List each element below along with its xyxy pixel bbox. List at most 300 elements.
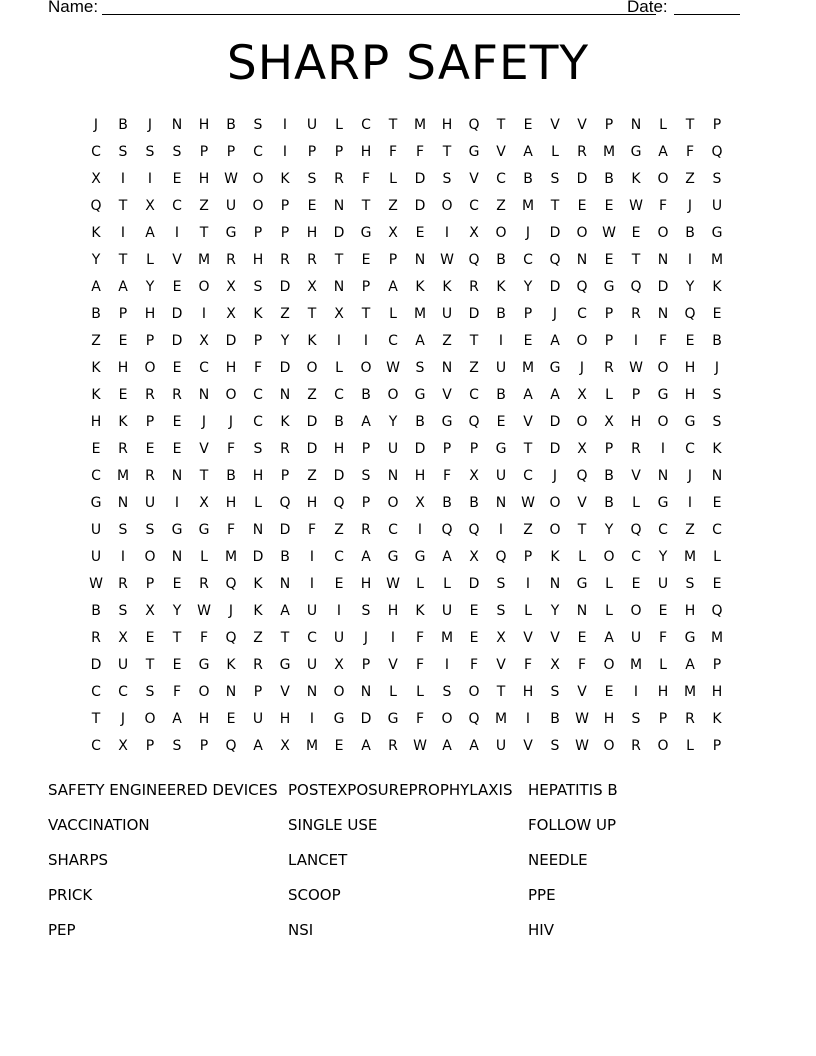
grid-letter[interactable]: I xyxy=(282,144,288,160)
grid-letter[interactable]: H xyxy=(711,684,723,700)
grid-letter[interactable]: N xyxy=(279,576,291,592)
grid-letter[interactable]: P xyxy=(145,414,155,430)
grid-letter[interactable]: R xyxy=(631,441,641,457)
grid-letter[interactable]: O xyxy=(657,225,669,241)
grid-letter[interactable]: W xyxy=(629,360,643,376)
grid-letter[interactable]: X xyxy=(226,279,236,295)
grid-letter[interactable]: C xyxy=(496,171,506,187)
grid-letter[interactable]: F xyxy=(577,657,587,673)
grid-letter[interactable]: G xyxy=(495,441,507,457)
grid-letter[interactable]: C xyxy=(523,252,533,268)
grid-letter[interactable]: K xyxy=(253,576,263,592)
grid-letter[interactable]: L xyxy=(659,657,667,673)
grid-letter[interactable]: U xyxy=(495,468,507,484)
grid-letter[interactable]: P xyxy=(307,144,317,160)
grid-letter[interactable]: C xyxy=(91,144,101,160)
grid-letter[interactable]: Z xyxy=(388,198,398,214)
grid-letter[interactable]: O xyxy=(549,522,561,538)
grid-letter[interactable]: L xyxy=(551,144,559,160)
grid-letter[interactable]: X xyxy=(550,657,560,673)
grid-letter[interactable]: F xyxy=(469,657,479,673)
grid-letter[interactable]: G xyxy=(360,225,372,241)
grid-letter[interactable]: O xyxy=(225,387,237,403)
grid-letter[interactable]: A xyxy=(523,144,533,160)
grid-letter[interactable]: D xyxy=(333,225,345,241)
grid-letter[interactable]: I xyxy=(390,630,396,646)
grid-letter[interactable]: Y xyxy=(658,549,668,565)
grid-letter[interactable]: Q xyxy=(279,495,291,511)
grid-letter[interactable]: Z xyxy=(496,198,506,214)
grid-letter[interactable]: U xyxy=(630,630,642,646)
grid-letter[interactable]: U xyxy=(90,522,102,538)
grid-letter[interactable]: K xyxy=(91,360,101,376)
grid-letter[interactable]: W xyxy=(440,252,454,268)
grid-letter[interactable]: D xyxy=(549,441,561,457)
grid-letter[interactable]: Q xyxy=(333,495,345,511)
grid-letter[interactable]: T xyxy=(118,252,128,268)
grid-letter[interactable]: J xyxy=(363,630,369,646)
grid-letter[interactable]: I xyxy=(120,171,126,187)
grid-letter[interactable]: Q xyxy=(549,252,561,268)
grid-letter[interactable]: P xyxy=(604,333,614,349)
grid-letter[interactable]: N xyxy=(495,495,507,511)
grid-letter[interactable]: N xyxy=(441,360,453,376)
grid-letter[interactable]: Z xyxy=(685,522,695,538)
grid-letter[interactable]: O xyxy=(387,495,399,511)
grid-letter[interactable]: X xyxy=(199,333,209,349)
grid-letter[interactable]: H xyxy=(90,414,102,430)
grid-letter[interactable]: C xyxy=(712,522,722,538)
name-blank-line[interactable] xyxy=(102,14,656,15)
grid-letter[interactable]: Y xyxy=(550,603,560,619)
grid-letter[interactable]: E xyxy=(712,495,722,511)
grid-letter[interactable]: G xyxy=(549,360,561,376)
grid-letter[interactable]: T xyxy=(334,252,344,268)
grid-letter[interactable]: D xyxy=(468,306,480,322)
grid-letter[interactable]: Q xyxy=(576,468,588,484)
grid-letter[interactable]: I xyxy=(120,225,126,241)
grid-letter[interactable]: X xyxy=(226,306,236,322)
grid-letter[interactable]: V xyxy=(388,657,398,673)
grid-letter[interactable]: H xyxy=(198,711,210,727)
grid-letter[interactable]: M xyxy=(494,711,508,727)
grid-letter[interactable]: X xyxy=(91,171,101,187)
grid-letter[interactable]: X xyxy=(145,198,155,214)
grid-letter[interactable]: X xyxy=(469,468,479,484)
grid-letter[interactable]: F xyxy=(442,468,452,484)
grid-letter[interactable]: U xyxy=(441,306,453,322)
grid-letter[interactable]: E xyxy=(604,684,614,700)
grid-letter[interactable]: M xyxy=(197,252,211,268)
grid-letter[interactable]: S xyxy=(253,279,263,295)
grid-letter[interactable]: H xyxy=(360,576,372,592)
grid-letter[interactable]: C xyxy=(118,684,128,700)
grid-letter[interactable]: A xyxy=(361,738,371,754)
grid-letter[interactable]: J xyxy=(687,198,693,214)
grid-letter[interactable]: Z xyxy=(685,171,695,187)
grid-letter[interactable]: E xyxy=(469,603,479,619)
grid-letter[interactable]: R xyxy=(469,279,479,295)
grid-letter[interactable]: I xyxy=(417,522,423,538)
grid-letter[interactable]: I xyxy=(498,333,504,349)
grid-letter[interactable]: C xyxy=(172,198,182,214)
grid-letter[interactable]: P xyxy=(523,306,533,322)
grid-letter[interactable]: B xyxy=(550,711,560,727)
grid-letter[interactable]: Q xyxy=(495,549,507,565)
grid-letter[interactable]: A xyxy=(550,387,560,403)
grid-letter[interactable]: D xyxy=(549,225,561,241)
grid-letter[interactable]: J xyxy=(552,468,558,484)
grid-letter[interactable]: E xyxy=(172,441,182,457)
grid-letter[interactable]: E xyxy=(577,630,587,646)
grid-letter[interactable]: Z xyxy=(253,630,263,646)
grid-letter[interactable]: K xyxy=(226,657,236,673)
grid-letter[interactable]: Z xyxy=(334,522,344,538)
grid-letter[interactable]: I xyxy=(147,171,153,187)
grid-letter[interactable]: N xyxy=(333,198,345,214)
grid-letter[interactable]: T xyxy=(280,630,290,646)
grid-letter[interactable]: G xyxy=(684,414,696,430)
grid-letter[interactable]: I xyxy=(444,657,450,673)
grid-letter[interactable]: A xyxy=(550,333,560,349)
grid-letter[interactable]: A xyxy=(523,387,533,403)
grid-letter[interactable]: A xyxy=(442,738,452,754)
grid-letter[interactable]: F xyxy=(415,711,425,727)
grid-letter[interactable]: C xyxy=(307,630,317,646)
grid-letter[interactable]: N xyxy=(711,468,723,484)
grid-letter[interactable]: O xyxy=(495,225,507,241)
grid-letter[interactable]: K xyxy=(307,333,317,349)
grid-letter[interactable]: S xyxy=(118,603,128,619)
grid-letter[interactable]: V xyxy=(631,468,641,484)
grid-letter[interactable]: A xyxy=(361,549,371,565)
grid-letter[interactable]: M xyxy=(602,144,616,160)
grid-letter[interactable]: H xyxy=(117,360,129,376)
grid-letter[interactable]: H xyxy=(657,684,669,700)
grid-letter[interactable]: I xyxy=(120,549,126,565)
grid-letter[interactable]: E xyxy=(523,117,533,133)
grid-letter[interactable]: L xyxy=(416,576,424,592)
grid-letter[interactable]: K xyxy=(280,414,290,430)
grid-letter[interactable]: E xyxy=(145,630,155,646)
grid-letter[interactable]: R xyxy=(685,711,695,727)
grid-letter[interactable]: K xyxy=(496,279,506,295)
grid-letter[interactable]: I xyxy=(174,495,180,511)
grid-letter[interactable]: P xyxy=(604,441,614,457)
grid-letter[interactable]: V xyxy=(496,144,506,160)
grid-letter[interactable]: V xyxy=(550,117,560,133)
grid-letter[interactable]: E xyxy=(631,225,641,241)
grid-letter[interactable]: L xyxy=(146,252,154,268)
grid-letter[interactable]: U xyxy=(657,576,669,592)
grid-letter[interactable]: D xyxy=(279,522,291,538)
grid-letter[interactable]: R xyxy=(172,387,182,403)
grid-letter[interactable]: K xyxy=(91,387,101,403)
grid-letter[interactable]: S xyxy=(118,144,128,160)
grid-letter[interactable]: T xyxy=(496,684,506,700)
grid-letter[interactable]: B xyxy=(685,225,695,241)
grid-letter[interactable]: J xyxy=(120,711,126,727)
grid-letter[interactable]: G xyxy=(657,495,669,511)
grid-letter[interactable]: H xyxy=(387,603,399,619)
grid-letter[interactable]: K xyxy=(91,225,101,241)
grid-letter[interactable]: S xyxy=(145,144,155,160)
grid-letter[interactable]: E xyxy=(172,171,182,187)
grid-letter[interactable]: G xyxy=(441,414,453,430)
grid-letter[interactable]: H xyxy=(225,495,237,511)
grid-letter[interactable]: M xyxy=(710,252,724,268)
grid-letter[interactable]: U xyxy=(306,117,318,133)
grid-letter[interactable]: V xyxy=(442,387,452,403)
grid-letter[interactable]: F xyxy=(172,684,182,700)
grid-letter[interactable]: N xyxy=(387,468,399,484)
grid-letter[interactable]: D xyxy=(414,441,426,457)
grid-letter[interactable]: V xyxy=(172,252,182,268)
grid-letter[interactable]: Y xyxy=(280,333,290,349)
grid-letter[interactable]: C xyxy=(334,549,344,565)
grid-letter[interactable]: S xyxy=(496,576,506,592)
grid-letter[interactable]: A xyxy=(685,657,695,673)
grid-letter[interactable]: T xyxy=(307,306,317,322)
grid-letter[interactable]: A xyxy=(172,711,182,727)
grid-letter[interactable]: C xyxy=(577,306,587,322)
grid-letter[interactable]: R xyxy=(118,576,128,592)
grid-letter[interactable]: K xyxy=(712,711,722,727)
grid-letter[interactable]: C xyxy=(685,441,695,457)
grid-letter[interactable]: E xyxy=(496,414,506,430)
grid-letter[interactable]: L xyxy=(254,495,262,511)
grid-letter[interactable]: I xyxy=(633,333,639,349)
grid-letter[interactable]: H xyxy=(198,171,210,187)
grid-letter[interactable]: N xyxy=(657,306,669,322)
grid-letter[interactable]: L xyxy=(335,117,343,133)
grid-letter[interactable]: H xyxy=(414,468,426,484)
grid-letter[interactable]: O xyxy=(603,657,615,673)
grid-letter[interactable]: J xyxy=(147,117,153,133)
grid-letter[interactable]: O xyxy=(252,171,264,187)
grid-letter[interactable]: E xyxy=(712,306,722,322)
grid-letter[interactable]: P xyxy=(658,711,668,727)
grid-letter[interactable]: G xyxy=(414,387,426,403)
grid-letter[interactable]: N xyxy=(657,468,669,484)
grid-letter[interactable]: H xyxy=(441,117,453,133)
grid-letter[interactable]: X xyxy=(469,549,479,565)
grid-letter[interactable]: E xyxy=(172,657,182,673)
grid-letter[interactable]: G xyxy=(603,279,615,295)
grid-letter[interactable]: O xyxy=(603,738,615,754)
grid-letter[interactable]: C xyxy=(253,387,263,403)
grid-letter[interactable]: C xyxy=(631,549,641,565)
grid-letter[interactable]: C xyxy=(91,738,101,754)
grid-letter[interactable]: M xyxy=(116,468,130,484)
grid-letter[interactable]: Z xyxy=(280,306,290,322)
grid-letter[interactable]: J xyxy=(228,414,234,430)
grid-letter[interactable]: X xyxy=(388,225,398,241)
grid-letter[interactable]: L xyxy=(713,549,721,565)
grid-letter[interactable]: R xyxy=(631,738,641,754)
grid-letter[interactable]: G xyxy=(576,576,588,592)
grid-letter[interactable]: X xyxy=(145,603,155,619)
grid-letter[interactable]: A xyxy=(118,279,128,295)
grid-letter[interactable]: G xyxy=(225,225,237,241)
grid-letter[interactable]: I xyxy=(309,576,315,592)
grid-letter[interactable]: P xyxy=(280,225,290,241)
grid-letter[interactable]: R xyxy=(253,657,263,673)
grid-letter[interactable]: J xyxy=(552,306,558,322)
grid-letter[interactable]: S xyxy=(145,684,155,700)
grid-letter[interactable]: R xyxy=(226,252,236,268)
grid-letter[interactable]: B xyxy=(496,252,506,268)
grid-letter[interactable]: U xyxy=(387,441,399,457)
grid-letter[interactable]: S xyxy=(361,468,371,484)
grid-letter[interactable]: X xyxy=(577,387,587,403)
grid-letter[interactable]: N xyxy=(576,603,588,619)
grid-letter[interactable]: X xyxy=(604,414,614,430)
grid-letter[interactable]: F xyxy=(658,198,668,214)
grid-letter[interactable]: W xyxy=(413,738,427,754)
grid-letter[interactable]: F xyxy=(658,630,668,646)
grid-letter[interactable]: L xyxy=(443,576,451,592)
grid-letter[interactable]: J xyxy=(93,117,99,133)
grid-letter[interactable]: I xyxy=(282,117,288,133)
grid-letter[interactable]: P xyxy=(280,198,290,214)
grid-letter[interactable]: R xyxy=(280,252,290,268)
grid-letter[interactable]: E xyxy=(361,252,371,268)
grid-letter[interactable]: G xyxy=(630,144,642,160)
grid-letter[interactable]: O xyxy=(387,387,399,403)
grid-letter[interactable]: R xyxy=(280,441,290,457)
grid-letter[interactable]: W xyxy=(602,225,616,241)
grid-letter[interactable]: R xyxy=(91,630,101,646)
grid-letter[interactable]: E xyxy=(631,576,641,592)
grid-letter[interactable]: S xyxy=(550,738,560,754)
grid-letter[interactable]: T xyxy=(361,306,371,322)
grid-letter[interactable]: H xyxy=(684,360,696,376)
grid-letter[interactable]: L xyxy=(416,684,424,700)
grid-letter[interactable]: Q xyxy=(468,117,480,133)
grid-letter[interactable]: P xyxy=(361,441,371,457)
grid-letter[interactable]: O xyxy=(603,549,615,565)
grid-letter[interactable]: A xyxy=(145,225,155,241)
grid-letter[interactable]: H xyxy=(333,441,345,457)
grid-letter[interactable]: O xyxy=(657,360,669,376)
grid-letter[interactable]: G xyxy=(684,630,696,646)
grid-letter[interactable]: X xyxy=(334,657,344,673)
grid-letter[interactable]: Z xyxy=(91,333,101,349)
grid-letter[interactable]: T xyxy=(496,117,506,133)
grid-letter[interactable]: Q xyxy=(630,522,642,538)
grid-letter[interactable]: H xyxy=(198,117,210,133)
grid-letter[interactable]: E xyxy=(334,576,344,592)
grid-letter[interactable]: S xyxy=(172,738,182,754)
grid-letter[interactable]: P xyxy=(712,117,722,133)
grid-letter[interactable]: B xyxy=(226,468,236,484)
grid-letter[interactable]: D xyxy=(414,171,426,187)
grid-letter[interactable]: F xyxy=(415,144,425,160)
grid-letter[interactable]: R xyxy=(577,144,587,160)
grid-letter[interactable]: N xyxy=(630,117,642,133)
grid-letter[interactable]: X xyxy=(577,441,587,457)
grid-letter[interactable]: E xyxy=(604,252,614,268)
grid-letter[interactable]: K xyxy=(280,171,290,187)
grid-letter[interactable]: W xyxy=(521,495,535,511)
grid-letter[interactable]: G xyxy=(279,657,291,673)
grid-letter[interactable]: P xyxy=(523,549,533,565)
grid-letter[interactable]: L xyxy=(389,684,397,700)
grid-letter[interactable]: S xyxy=(172,144,182,160)
grid-letter[interactable]: I xyxy=(336,333,342,349)
grid-letter[interactable]: N xyxy=(657,252,669,268)
grid-letter[interactable]: Q xyxy=(630,279,642,295)
grid-letter[interactable]: D xyxy=(225,333,237,349)
grid-letter[interactable]: Q xyxy=(225,630,237,646)
grid-letter[interactable]: E xyxy=(577,198,587,214)
grid-letter[interactable]: O xyxy=(441,711,453,727)
grid-letter[interactable]: M xyxy=(683,684,697,700)
grid-letter[interactable]: P xyxy=(145,738,155,754)
grid-letter[interactable]: U xyxy=(252,711,264,727)
grid-letter[interactable]: K xyxy=(550,549,560,565)
grid-letter[interactable]: T xyxy=(442,144,452,160)
grid-letter[interactable]: P xyxy=(442,441,452,457)
grid-letter[interactable]: P xyxy=(361,495,371,511)
grid-letter[interactable]: S xyxy=(712,171,722,187)
grid-letter[interactable]: M xyxy=(629,657,643,673)
grid-letter[interactable]: B xyxy=(523,171,533,187)
grid-letter[interactable]: U xyxy=(117,657,129,673)
grid-letter[interactable]: B xyxy=(280,549,290,565)
grid-letter[interactable]: C xyxy=(91,684,101,700)
grid-letter[interactable]: B xyxy=(712,333,722,349)
grid-letter[interactable]: I xyxy=(633,684,639,700)
grid-letter[interactable]: B xyxy=(91,603,101,619)
grid-letter[interactable]: B xyxy=(604,171,614,187)
grid-letter[interactable]: A xyxy=(91,279,101,295)
grid-letter[interactable]: X xyxy=(307,279,317,295)
grid-letter[interactable]: F xyxy=(388,144,398,160)
grid-letter[interactable]: O xyxy=(576,333,588,349)
grid-letter[interactable]: K xyxy=(415,279,425,295)
grid-letter[interactable]: L xyxy=(632,495,640,511)
grid-letter[interactable]: U xyxy=(495,738,507,754)
grid-letter[interactable]: H xyxy=(360,144,372,160)
grid-letter[interactable]: X xyxy=(334,306,344,322)
grid-letter[interactable]: N xyxy=(198,387,210,403)
grid-letter[interactable]: V xyxy=(523,738,533,754)
grid-letter[interactable]: N xyxy=(117,495,129,511)
grid-letter[interactable]: P xyxy=(361,657,371,673)
grid-letter[interactable]: A xyxy=(442,549,452,565)
grid-letter[interactable]: G xyxy=(387,711,399,727)
grid-letter[interactable]: J xyxy=(687,468,693,484)
grid-letter[interactable]: G xyxy=(90,495,102,511)
grid-letter[interactable]: W xyxy=(575,711,589,727)
grid-letter[interactable]: M xyxy=(521,360,535,376)
grid-letter[interactable]: R xyxy=(145,468,155,484)
grid-letter[interactable]: Y xyxy=(604,522,614,538)
grid-letter[interactable]: E xyxy=(415,225,425,241)
grid-letter[interactable]: K xyxy=(631,171,641,187)
grid-letter[interactable]: W xyxy=(386,576,400,592)
grid-letter[interactable]: R xyxy=(388,738,398,754)
grid-letter[interactable]: O xyxy=(144,711,156,727)
grid-letter[interactable]: P xyxy=(604,117,614,133)
grid-letter[interactable]: E xyxy=(91,441,101,457)
grid-letter[interactable]: E xyxy=(334,738,344,754)
grid-letter[interactable]: D xyxy=(279,360,291,376)
grid-letter[interactable]: D xyxy=(657,279,669,295)
grid-letter[interactable]: T xyxy=(361,198,371,214)
